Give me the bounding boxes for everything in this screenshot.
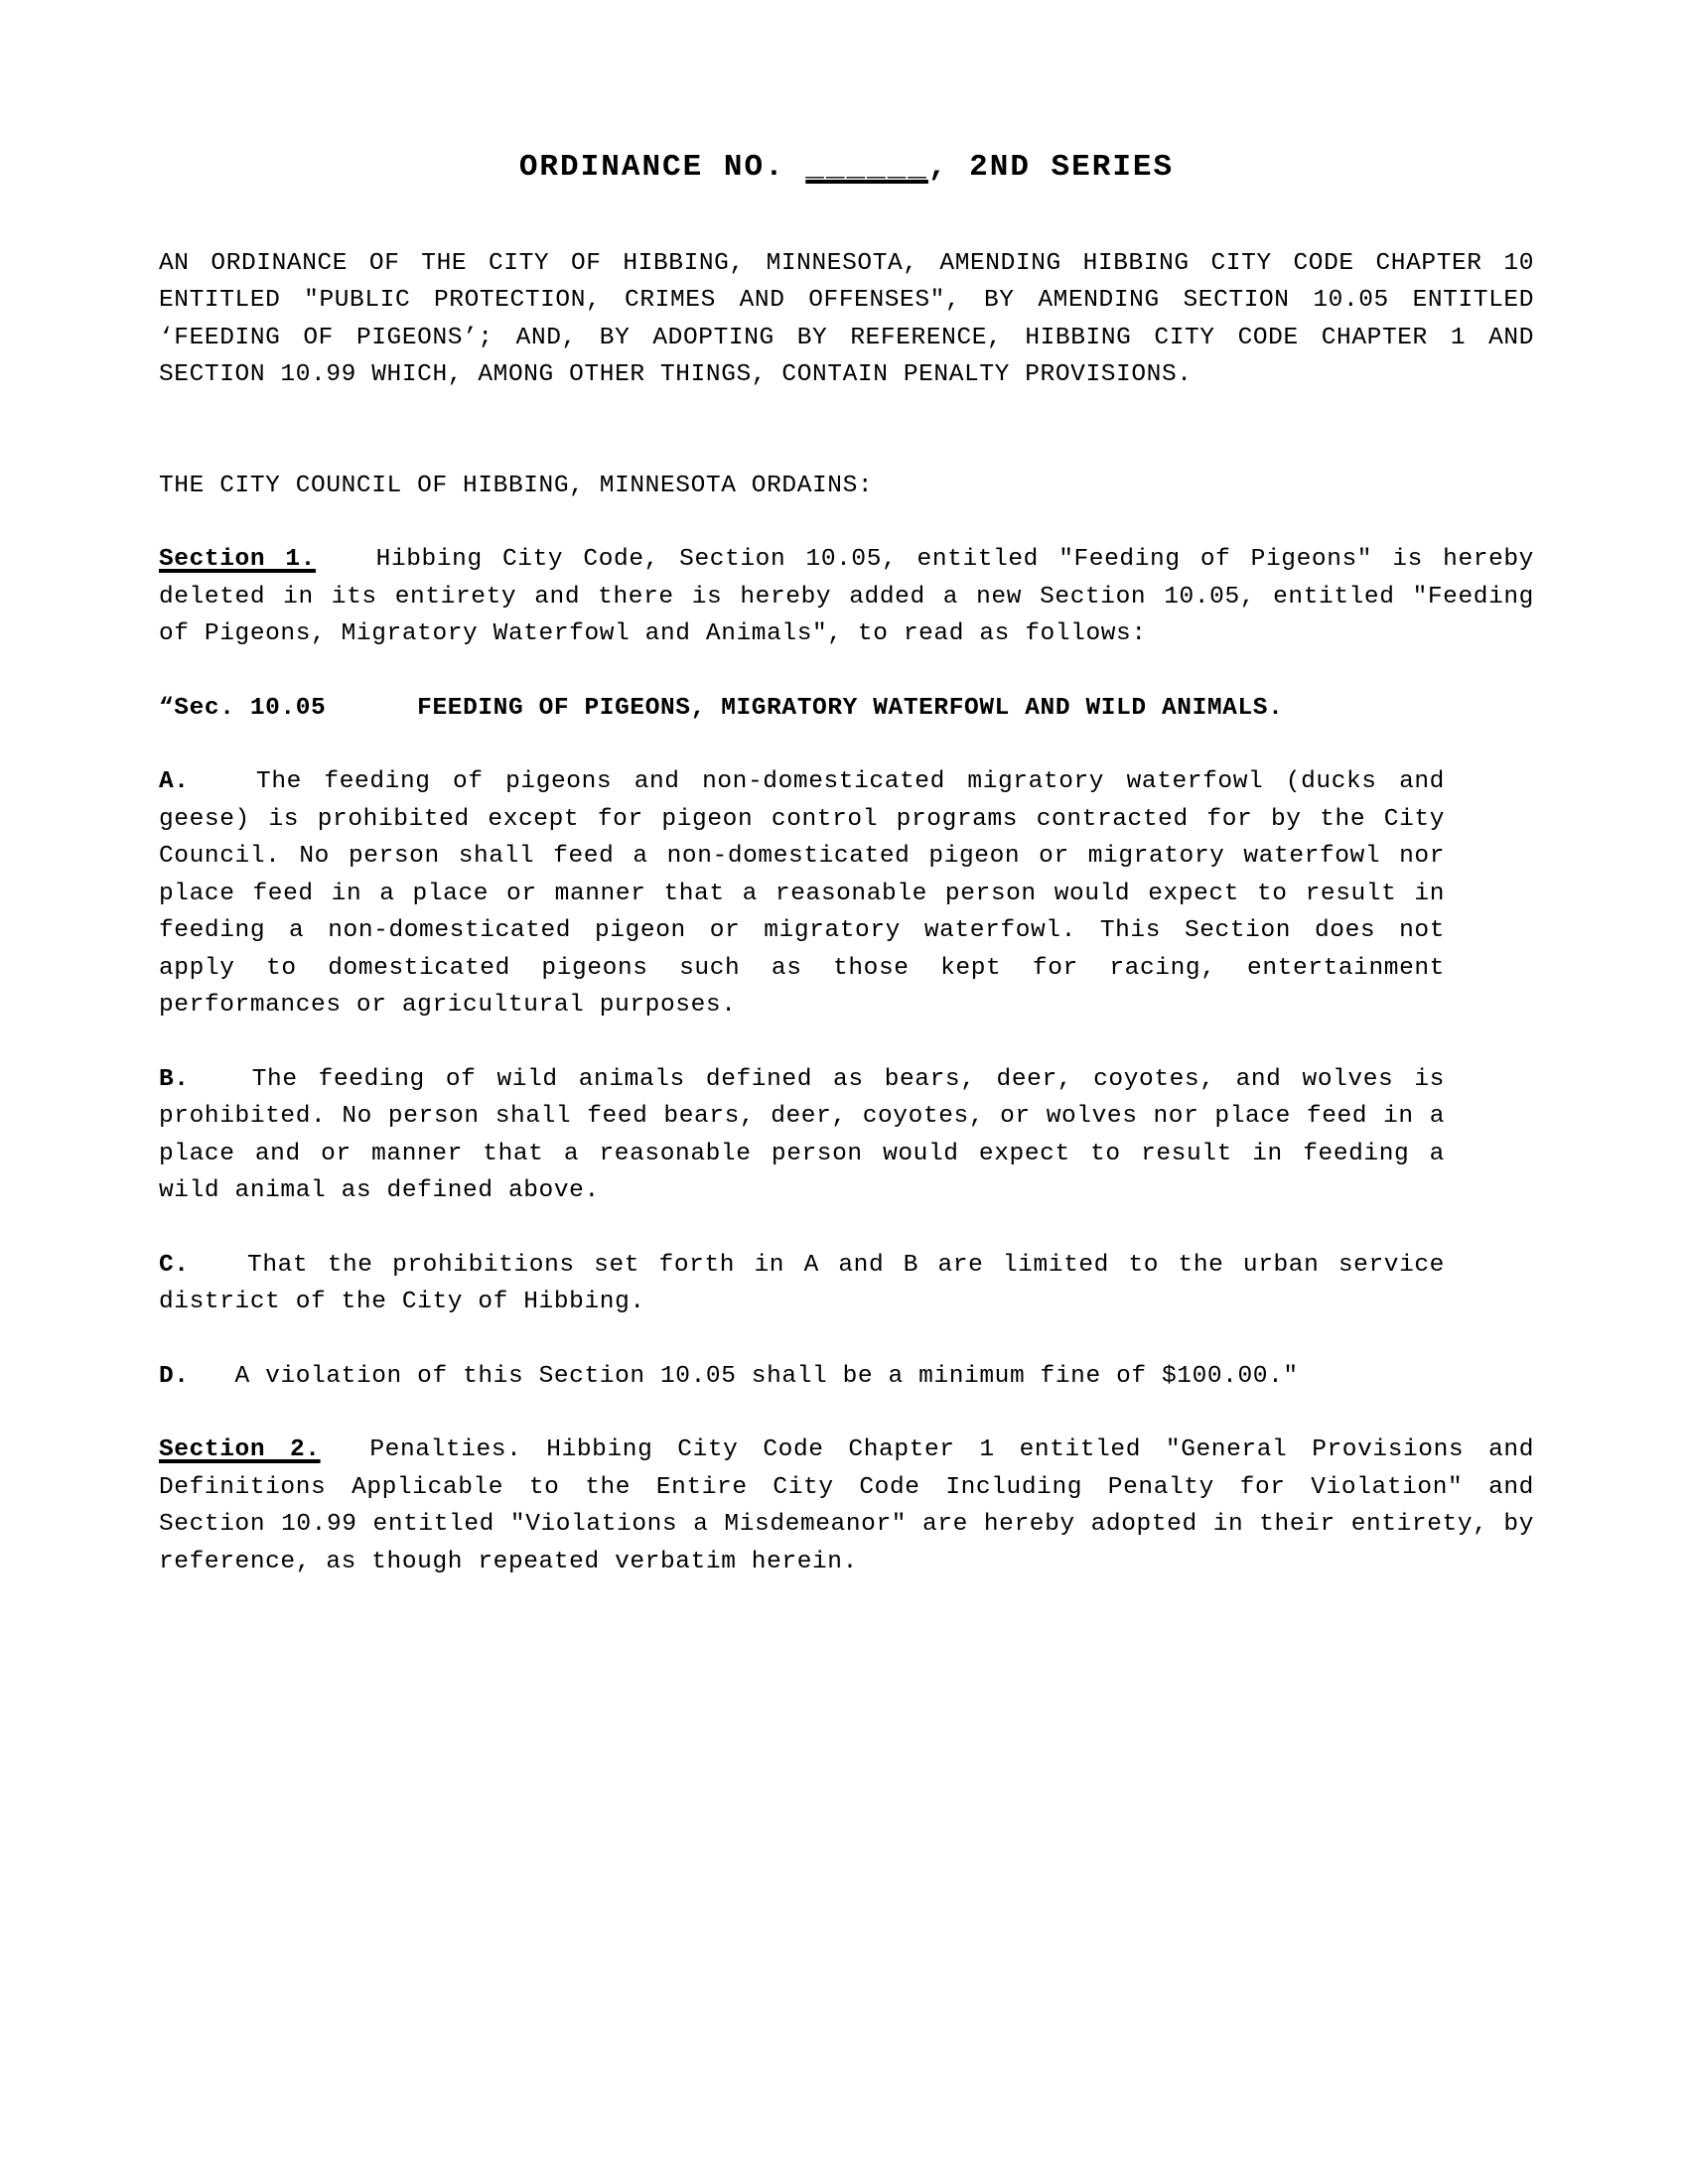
section-2-heading: Section 2.: [159, 1436, 321, 1464]
subsection-b-gap: [190, 1066, 252, 1093]
subsection-d: [159, 1358, 1445, 1396]
enacting-clause: THE CITY COUNCIL OF HIBBING, MINNESOTA ORDAINS:: [159, 472, 874, 499]
subsection-a-text: The feeding of pigeons and non-domesticated migratory waterfowl (ducks and geese) is prohibited except for pigeon control programs contracted for by the City Council. No person shall feed a non-domesticated pigeon or migratory waterfowl nor place feed in a place or manner that a reasonable person would expect to result in feeding a non-domesticated pigeon or migratory waterfowl. This Section does not apply to domesticated pigeons such as those kept for racing, entertainment performances or agricultural purposes.: [159, 768, 1445, 1020]
section-2-paragraph: [159, 1432, 1534, 1580]
subsection-d-text: A violation of this Section 10.05 shall be a minimum fine of $100.00.": [234, 1362, 1299, 1390]
spacer: [159, 1024, 1534, 1061]
title-suffix: , 2ND SERIES: [927, 150, 1175, 185]
document-body: [159, 149, 1534, 1580]
subsection-a: [159, 763, 1445, 1024]
title-blank-field[interactable]: ______: [805, 150, 928, 185]
subsection-c: [159, 1247, 1445, 1321]
subsection-b: [159, 1061, 1445, 1210]
subsection-c-text: That the prohibitions set forth in A and B are limited to the urban service district of the City of Hibbing.: [159, 1251, 1445, 1316]
subsection-a-gap: [190, 768, 256, 795]
section-2-gap: [321, 1436, 370, 1463]
section-1-text: Hibbing City Code, Section 10.05, entitled "Feeding of Pigeons" is hereby deleted in its entirety and there is hereby added a new Section 10.05, entitled "Feeding of Pigeons, Migratory Waterfowl and Animals", to read as follows:: [159, 546, 1534, 648]
section-2-text: Penalties. Hibbing City Code Chapter 1 entitled "General Provisions and Definitions Applicable to the Entire City Code Including Penalty for Violation" and Section 10.99 entitled "Violations a Misdemeanor" are hereby adopted in their entirety, by reference, as though repeated verbatim herein.: [159, 1436, 1535, 1575]
section-1-gap: [316, 546, 376, 573]
quoted-section-gap: [326, 695, 417, 722]
section-1-paragraph: [159, 541, 1534, 653]
preamble-paragraph: AN ORDINANCE OF THE CITY OF HIBBING, MINNESOTA, AMENDING HIBBING CITY CODE CHAPTER 10 ENTITLED "PUBLIC PROTECTION, CRIMES AND OFFENSES", BY AMENDING SECTION 10.05 ENTITLED ‘FEEDING OF PIGEONS’; AND, BY ADOPTING BY REFERENCE, HIBBING CITY CODE CHAPTER 1 AND SECTION 10.99 WHICH, AMONG OTHER THINGS, CONTAIN PENALTY PROVISIONS.: [159, 249, 1534, 389]
subsection-d-gap: [190, 1363, 235, 1390]
subsection-c-label: C.: [159, 1251, 190, 1279]
spacer: [159, 394, 1534, 468]
section-1-heading: Section 1.: [159, 546, 316, 574]
quoted-section-heading: [159, 690, 1445, 728]
spacer: [159, 1210, 1534, 1247]
title-prefix: ORDINANCE NO.: [518, 150, 806, 185]
quoted-section-title: FEEDING OF PIGEONS, MIGRATORY WATERFOWL AND WILD ANIMALS.: [417, 694, 1284, 722]
spacer: [159, 727, 1534, 763]
page-title: [159, 149, 1534, 188]
quoted-section-number: “Sec. 10.05: [159, 694, 327, 722]
spacer: [159, 1321, 1534, 1358]
subsection-a-label: A.: [159, 768, 190, 796]
subsection-c-gap: [190, 1252, 247, 1279]
spacer: [159, 653, 1534, 690]
spacer: [159, 504, 1534, 541]
subsection-d-label: D.: [159, 1362, 190, 1390]
spacer: [159, 1395, 1534, 1432]
subsection-b-text: The feeding of wild animals defined as bears, deer, coyotes, and wolves is prohibited. No person shall feed bears, deer, coyotes, or wolves nor place feed in a place and or manner that a reasonable person would expect to result in feeding a wild animal as defined above.: [159, 1065, 1445, 1205]
subsection-b-label: B.: [159, 1065, 190, 1093]
